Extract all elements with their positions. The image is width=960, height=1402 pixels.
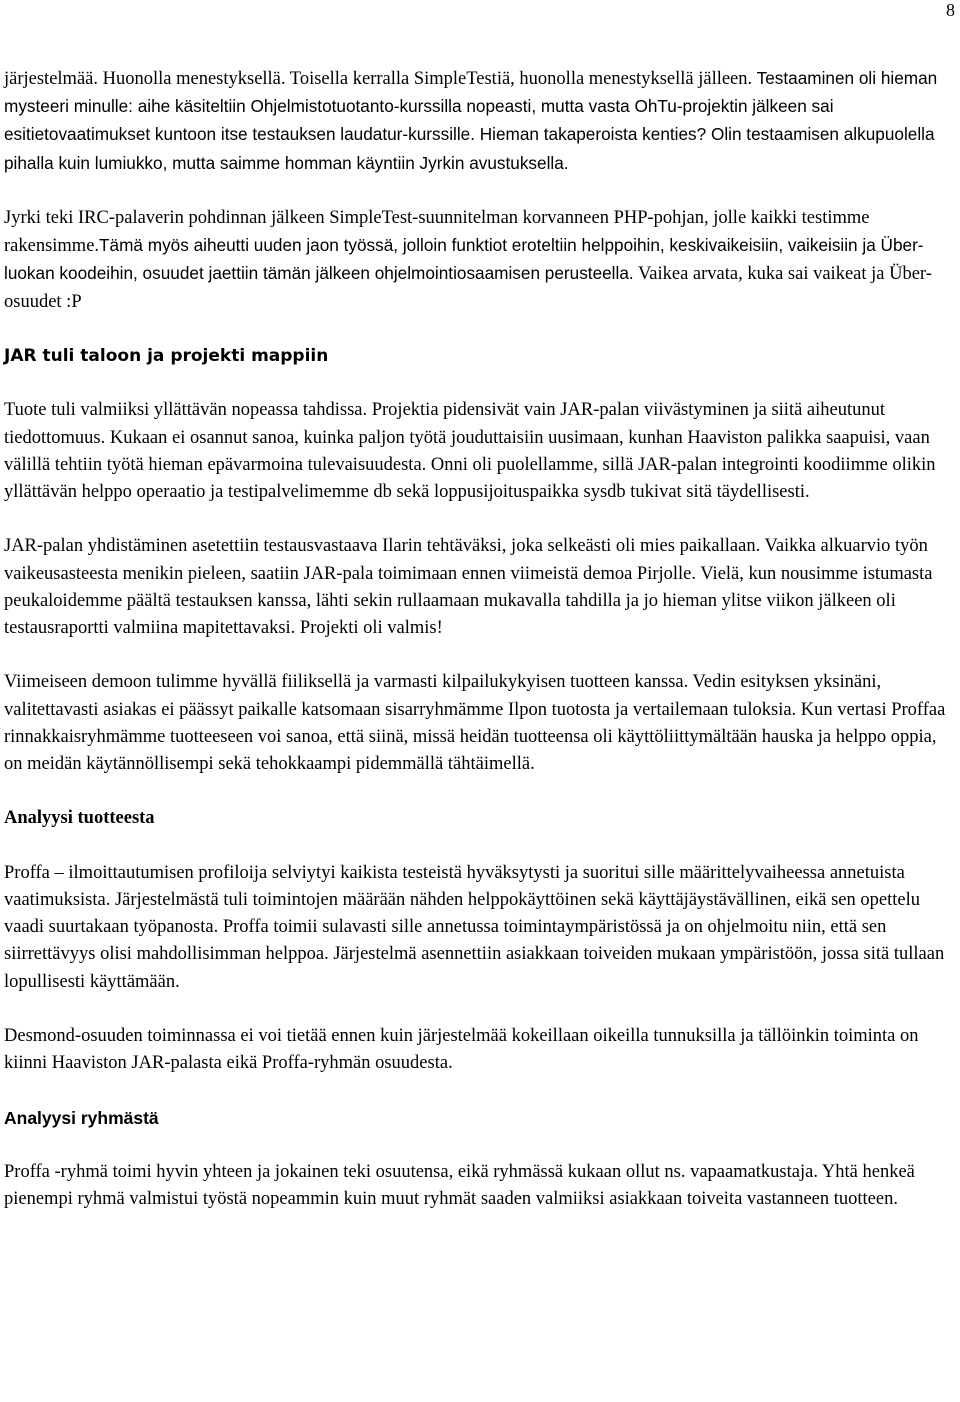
paragraph-2-serif-b: Vaikea arvata, kuka sai vaikeat ja Über-osuudet :P	[4, 264, 932, 312]
paragraph-7: Desmond-osuuden toiminnassa ei voi tietää ennen kuin järjestelmää kokeillaan oikeilla tunnuksilla ja tällöinkin toiminta on kiinni Haaviston JAR-palasta eikä Proffa-ryhmän osuudesta.	[4, 1025, 919, 1074]
paragraph-2-sans: Tämä myös aiheutti uuden jaon työssä, jolloin funktiot eroteltiin helppoihin, keskivaikeisiin, vaikeisiin ja Über-luokan koodeihin, osuudet jaettiin tämän jälkeen ohjelmointiosaamisen perusteella.	[4, 235, 924, 284]
paragraph-5: Viimeiseen demoon tulimme hyvällä fiiliksellä ja varmasti kilpailukykyisen tuotteen kanssa. Vedin esityksen yksinäni, valitettavasti asiakas ei päässyt paikalle katsomaan sisarryhmämme Ilpon tuotosta ja vertailemaan tuloksia. Kun vertasi Proffaa rinnakkaisryhmämme tuotteeseen voi sanoa, että siinä, missä heidän tuotteensa oli käyttöliittymältään hauska ja helppo oppia, on meidän käytännöllisempi sekä tehokkaampi pidemmällä tähtäimellä.	[4, 672, 946, 774]
paragraph-1-serif: järjestelmää. Huonolla menestyksellä. Toisella kerralla SimpleTestiä, huonolla menestyksellä jälleen.	[4, 69, 753, 89]
page-number: 8	[946, 0, 955, 20]
heading-product-analysis: Analyysi tuotteesta	[4, 808, 155, 829]
paragraph-1	[4, 65, 954, 178]
paragraph-3: Tuote tuli valmiiksi yllättävän nopeassa tahdissa. Projektia pidensivät vain JAR-palan viivästyminen ja siitä aiheutunut tiedottomuus. Kukaan ei osannut sanoa, kuinka paljon työtä jouduttaisiin uusimaan, kunhan Haaviston palikka saapuisi, vaan välillä tehtiin työtä hieman epävarmoina tulevaisuudesta. Onni oli puolellamme, sillä JAR-palan integrointi koodiimme olikin yllättävän helppo operaatio ja testipalvelimemme db sekä loppusijoituspaikka sysdb tukivat sitä täydellisesti.	[4, 400, 936, 502]
document-body	[4, 65, 954, 1213]
paragraph-2	[4, 205, 954, 316]
heading-group-analysis: Analyysi ryhmästä	[4, 1107, 159, 1128]
paragraph-6: Proffa – ilmoittautumisen profiloija selviytyi kaikista testeistä hyväksytysti ja suoritui sille määrittelyvaiheessa annetuista vaatimuksista. Järjestelmästä tuli toimintojen määrään nähden helppokäyttöinen sekä käyttäjäystävällinen, eikä sen opettelu vaadi suurtakaan työpanosta. Proffa toimii sulavasti sille annetussa toimintaympäristössä ja on ohjelmoitu niin, että sen siirrettävyys olisi mahdollisimman helppoa. Järjestelmä asennettiin asiakkaan toiveiden mukaan ympäristöön, jossa sitä tullaan lopullisesti käyttämään.	[4, 862, 945, 992]
paragraph-4: JAR-palan yhdistäminen asetettiin testausvastaava Ilarin tehtäväksi, joka selkeästi oli mies paikallaan. Vaikka alkuarvio työn vaikeusasteesta menikin pieleen, saatiin JAR-pala toimimaan ennen viimeistä demoa Pirjolle. Vielä, kun nousimme istumasta peukaloidemme päältä testauksen kanssa, lähti sekin rullaamaan mukavalla tahdilla ja jo hieman ylitse viikon jälkeen oli testausraportti valmiina mapitettavaksi. Projekti oli valmis!	[4, 536, 933, 638]
paragraph-1-sans: Testaaminen oli hieman mysteeri minulle: aihe käsiteltiin Ohjelmistotuotanto-kurssilla nopeasti, mutta vasta OhTu-projektin jälkeen sai esitietovaatimukset kuntoon itse testauksen laudatur-kurssille. Hieman takaperoista kenties? Olin testaamisen alkupuolella pihalla kuin lumiukko, mutta saimme homman käyntiin Jyrkin avustuksella.	[4, 68, 938, 173]
heading-jar: JAR tuli taloon ja projekti mappiin	[4, 346, 329, 366]
paragraph-8: Proffa -ryhmä toimi hyvin yhteen ja jokainen teki osuutensa, eikä ryhmässä kukaan ollut ns. vapaamatkustaja. Yhtä henkeä pienempi ryhmä valmistui työstä nopeammin kuin muut ryhmät saaden valmiiksi asiakkaan toiveita vastanneen tuotteen.	[4, 1161, 915, 1210]
paragraph-2-serif-a: Jyrki teki IRC-palaverin pohdinnan jälkeen SimpleTest-suunnitelman korvanneen PHP-pohjan, jolle kaikki testimme rakensimme.	[4, 208, 870, 257]
